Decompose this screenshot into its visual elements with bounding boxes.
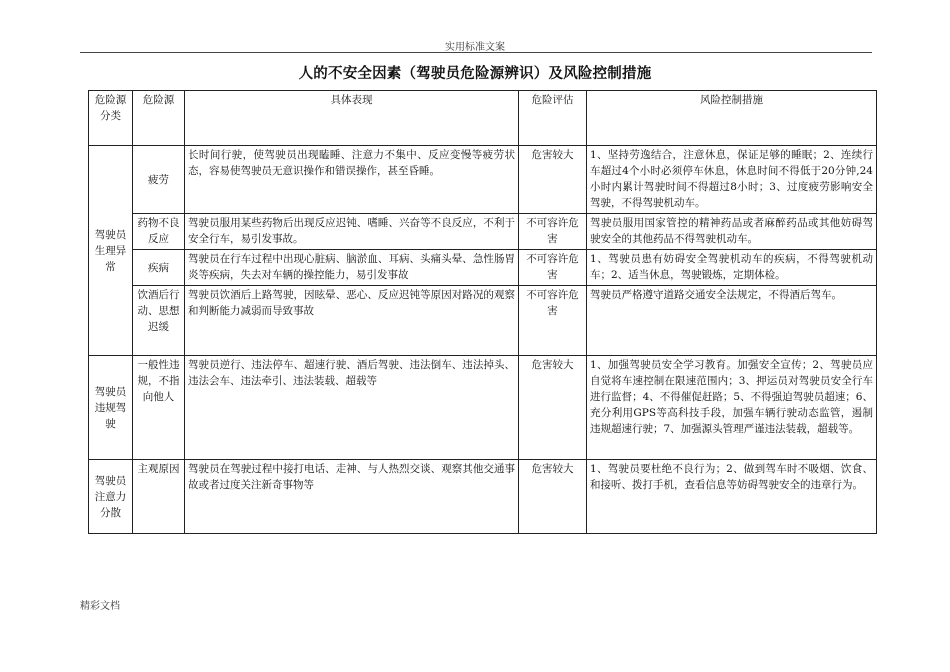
column-header: 风险控制措施 [587, 91, 877, 146]
column-header: 具体表现 [185, 91, 519, 146]
description-cell: 驾驶员在驾驶过程中接打电话、走神、与人热烈交谈、观察其他交通事故或者过度关注新奇事物等 [185, 460, 519, 534]
category-cell: 驾驶员生理异常 [89, 146, 133, 356]
description-cell: 驾驶员逆行、违法停车、超速行驶、酒后驾驶、违法倒车、违法掉头、违法会车、违法牵引、违法装载、超载等 [185, 356, 519, 460]
category-cell: 驾驶员注意力分散 [89, 460, 133, 534]
column-header: 危险评估 [519, 91, 587, 146]
control-cell: 驾驶员服用国家管控的精神药品或者麻醉药品或其他妨碍驾驶安全的其他药品不得驾驶机动车。 [587, 214, 877, 250]
assessment-cell: 不可容许危害 [519, 214, 587, 250]
table-row [89, 356, 877, 460]
description-cell: 驾驶员饮酒后上路驾驶，因眩晕、恶心、反应迟钝等原因对路况的观察和判断能力减弱而导致事故 [185, 286, 519, 356]
description-cell: 长时间行驶，使驾驶员出现瞌睡、注意力不集中、反应变慢等疲劳状态，容易使驾驶员无意识操作和错误操作，甚至昏睡。 [185, 146, 519, 214]
source-cell: 药物不良反应 [133, 214, 185, 250]
table-row [89, 214, 877, 250]
table-row [89, 286, 877, 356]
description-cell: 驾驶员服用某些药物后出现反应迟钝、嗜睡、兴奋等不良反应，不利于安全行车，易引发事故。 [185, 214, 519, 250]
document-title: 人的不安全因素（驾驶员危险源辨识）及风险控制措施 [298, 66, 652, 82]
page-footer-text: 精彩文档 [80, 601, 120, 612]
control-cell: 1、驾驶员患有妨碍安全驾驶机动车的疾病，不得驾驶机动车；2、适当休息，驾驶锻炼，定期体检。 [587, 250, 877, 286]
control-cell: 1、驾驶员要杜绝不良行为；2、做到驾车时不吸烟、饮食、和接听、拨打手机，查看信息等妨碍驾驶安全的违章行为。 [587, 460, 877, 534]
risk-table [88, 90, 877, 534]
assessment-cell: 不可容许危害 [519, 250, 587, 286]
control-cell: 1、坚持劳逸结合，注意休息，保证足够的睡眠；2、连续行车超过4个小时必须停车休息，休息时间不得低于20分钟,24小时内累计驾驶时间不得超过8小时；3、过度疲劳影响安全驾驶，不得驾驶机动车。 [587, 146, 877, 214]
table-row [89, 146, 877, 214]
source-cell: 疾病 [133, 250, 185, 286]
source-cell: 一般性违规，不指向他人 [133, 356, 185, 460]
source-cell: 饮酒后行动、思想迟缓 [133, 286, 185, 356]
table-header-row [89, 91, 877, 146]
table-row [89, 250, 877, 286]
control-cell: 1、加强驾驶员安全学习教育。加强安全宣传；2、驾驶员应自觉将车速控制在限速范围内；3、押运员对驾驶员安全行车进行监督；4、不得催促赶路；5、不得强迫驾驶员超速；6、充分利用GPS等高科技手段，加强车辆行驶动态监管，遏制违规超速行驶；7、加强源头管理严谨违法装载，超载等。 [587, 356, 877, 460]
assessment-cell: 危害较大 [519, 460, 587, 534]
description-cell: 驾驶员在行车过程中出现心脏病、脑淤血、耳病、头痛头晕、急性肠胃炎等疾病，失去对车辆的操控能力，易引发事故 [185, 250, 519, 286]
control-cell: 驾驶员严格遵守道路交通安全法规定，不得酒后驾车。 [587, 286, 877, 356]
assessment-cell: 危害较大 [519, 356, 587, 460]
header-divider [80, 52, 872, 53]
page-header-text: 实用标准文案 [445, 42, 505, 53]
table-row [89, 460, 877, 534]
source-cell: 主观原因 [133, 460, 185, 534]
source-cell: 疲劳 [133, 146, 185, 214]
category-cell: 驾驶员违规驾驶 [89, 356, 133, 460]
column-header: 危险源分类 [89, 91, 133, 146]
assessment-cell: 不可容许危害 [519, 286, 587, 356]
column-header: 危险源 [133, 91, 185, 146]
assessment-cell: 危害较大 [519, 146, 587, 214]
